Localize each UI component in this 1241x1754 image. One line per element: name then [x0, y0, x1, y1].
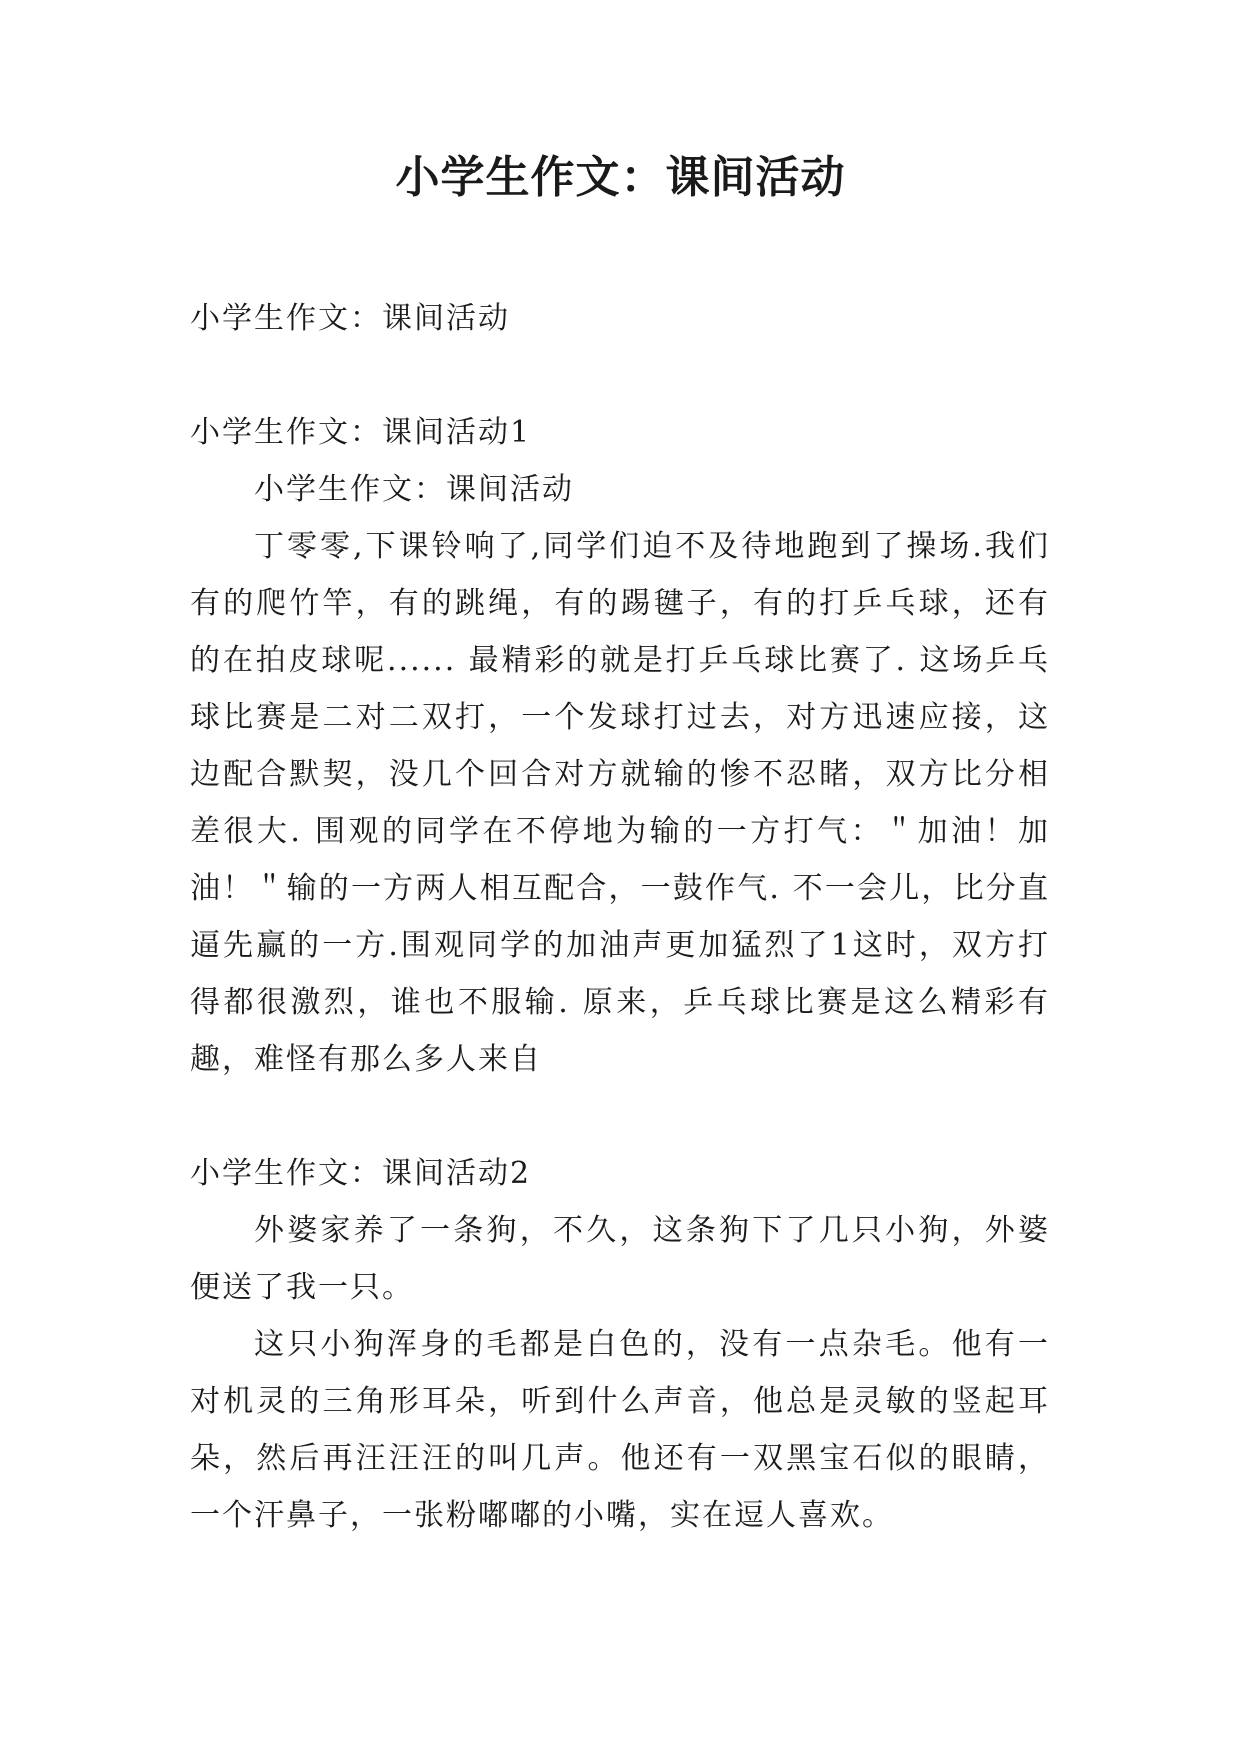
section-spacer: [190, 347, 1050, 404]
intro-heading: 小学生作文：课间活动: [190, 301, 510, 336]
section-spacer: [190, 1088, 1050, 1145]
essay-paragraph: 这只小狗浑身的毛都是白色的，没有一点杂毛。他有一对机灵的三角形耳朵，听到什么声音，他总是灵敏的竖起耳朵，然后再汪汪汪的叫几声。他还有一双黑宝石似的眼睛，一个汗鼻子，一张粉嘟嘟的小嘴，实在逗人喜欢。: [190, 1327, 1050, 1533]
essay-paragraph: 丁零零,下课铃响了,同学们迫不及待地跑到了操场.我们有的爬竹竿，有的跳绳，有的踢毽子，有的打乒乓球，还有的在拍皮球呢...... 最精彩的就是打乒乓球比赛了. 这场乒乓球比赛是二对二双打，一个发球打过去，对方迅速应接，这边配合默契，没几个回合对方就输的惨不忍睹，双方比分相差很大. 围观的同学在不停地为输的一方打气：＂加油！加油！＂输的一方两人相互配合，一鼓作气. 不一会儿，比分直逼先赢的一方.围观同学的加油声更加猛烈了1这时，双方打得都很激烈，谁也不服输. 原来，乒乓球比赛是这么精彩有趣，难怪有那么多人来自: [190, 529, 1050, 1077]
section-heading: 小学生作文：课间活动2: [190, 1156, 532, 1191]
essay-subtitle: 小学生作文：课间活动: [254, 472, 574, 507]
section-heading: 小学生作文：课间活动1: [190, 415, 532, 450]
essay-paragraph: 外婆家养了一条狗，不久，这条狗下了几只小狗，外婆便送了我一只。: [190, 1213, 1050, 1305]
document-title: 小学生作文：课间活动: [395, 152, 846, 203]
document-body: [190, 290, 1050, 1544]
essay-section-2: [190, 1145, 1050, 1544]
essay-section-1: [190, 404, 1050, 1088]
